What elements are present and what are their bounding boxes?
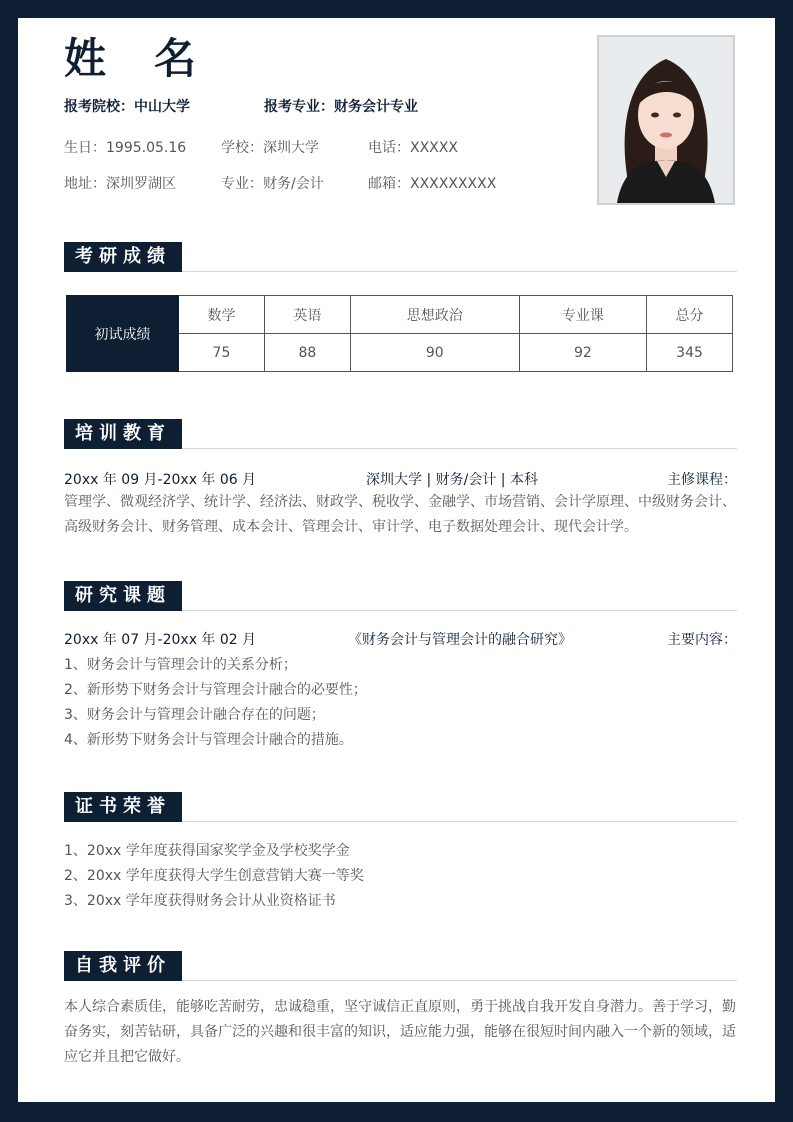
scores-row-label: 初试成绩 bbox=[67, 296, 179, 372]
section-honors-title: 证书荣誉 bbox=[64, 792, 182, 822]
scores-table bbox=[66, 295, 733, 372]
section-scores-title: 考研成绩 bbox=[64, 242, 182, 272]
portrait-image bbox=[599, 37, 733, 203]
research-item: 1、财务会计与管理会计的关系分析； bbox=[64, 657, 297, 673]
school: 学校：深圳大学 bbox=[221, 140, 319, 156]
education-school: 深圳大学 | 财务/会计 | 本科 bbox=[366, 472, 538, 488]
subject-header: 专业课 bbox=[519, 296, 646, 334]
phone: 电话：XXXXX bbox=[368, 140, 458, 156]
section-education-title: 培训教育 bbox=[64, 419, 182, 449]
research-item: 4、新形势下财务会计与管理会计融合的措施。 bbox=[64, 732, 353, 748]
section-divider bbox=[182, 448, 737, 449]
section-divider bbox=[182, 980, 737, 981]
section-divider bbox=[182, 821, 737, 822]
education-courses-label: 主修课程： bbox=[667, 472, 737, 488]
honor-item: 3、20xx 学年度获得财务会计从业资格证书 bbox=[64, 893, 336, 909]
score-value: 92 bbox=[519, 334, 646, 372]
section-research-header bbox=[64, 581, 737, 611]
apply-major: 报考专业：财务会计专业 bbox=[264, 99, 418, 115]
research-period: 20xx 年 07 月-20xx 年 02 月 bbox=[64, 632, 257, 648]
section-honors-header bbox=[64, 792, 737, 822]
email: 邮箱：XXXXXXXXX bbox=[368, 176, 497, 192]
research-topic: 《财务会计与管理会计的融合研究》 bbox=[348, 632, 572, 648]
research-content-label: 主要内容： bbox=[667, 632, 737, 648]
section-divider bbox=[182, 271, 737, 272]
research-item: 2、新形势下财务会计与管理会计融合的必要性； bbox=[64, 682, 367, 698]
address: 地址：深圳罗湖区 bbox=[64, 176, 176, 192]
bottom-band bbox=[0, 1102, 793, 1122]
section-education-header bbox=[64, 419, 737, 449]
subject-header: 英语 bbox=[264, 296, 350, 334]
research-item: 3、财务会计与管理会计融合存在的问题； bbox=[64, 707, 325, 723]
subject-header: 总分 bbox=[647, 296, 733, 334]
major: 专业：财务/会计 bbox=[221, 176, 324, 192]
score-value: 88 bbox=[264, 334, 350, 372]
apply-school: 报考院校：中山大学 bbox=[64, 99, 190, 115]
score-value: 75 bbox=[179, 334, 265, 372]
score-value: 90 bbox=[350, 334, 519, 372]
section-scores-header bbox=[64, 242, 737, 272]
candidate-name: 姓名 bbox=[64, 34, 245, 83]
self-eval-text: 本人综合素质佳，能够吃苦耐劳，忠诚稳重，坚守诚信正直原则，勇于挑战自我开发自身潜力。善于学习，勤奋务实，刻苦钻研，具备广泛的兴趣和很丰富的知识，适应能力强，能够在很短时间内融入一个新的领域，适应它并且把它做好。 bbox=[64, 999, 736, 1065]
honor-item: 2、20xx 学年度获得大学生创意营销大赛一等奖 bbox=[64, 868, 364, 884]
score-value: 345 bbox=[647, 334, 733, 372]
section-self-eval-title: 自我评价 bbox=[64, 951, 182, 981]
section-self-eval-header bbox=[64, 951, 737, 981]
section-research-title: 研究课题 bbox=[64, 581, 182, 611]
birthday: 生日：1995.05.16 bbox=[64, 140, 187, 156]
section-divider bbox=[182, 610, 737, 611]
education-courses: 管理学、微观经济学、统计学、经济法、财政学、税收学、金融学、市场营销、会计学原理、中级财务会计、高级财务会计、财务管理、成本会计、管理会计、审计学、电子数据处理会计、现代会计学。 bbox=[64, 494, 736, 535]
profile-photo bbox=[597, 35, 735, 205]
subject-header: 数学 bbox=[179, 296, 265, 334]
subject-header: 思想政治 bbox=[350, 296, 519, 334]
resume-page bbox=[18, 18, 775, 1102]
honor-item: 1、20xx 学年度获得国家奖学金及学校奖学金 bbox=[64, 843, 350, 859]
education-period: 20xx 年 09 月-20xx 年 06 月 bbox=[64, 472, 257, 488]
